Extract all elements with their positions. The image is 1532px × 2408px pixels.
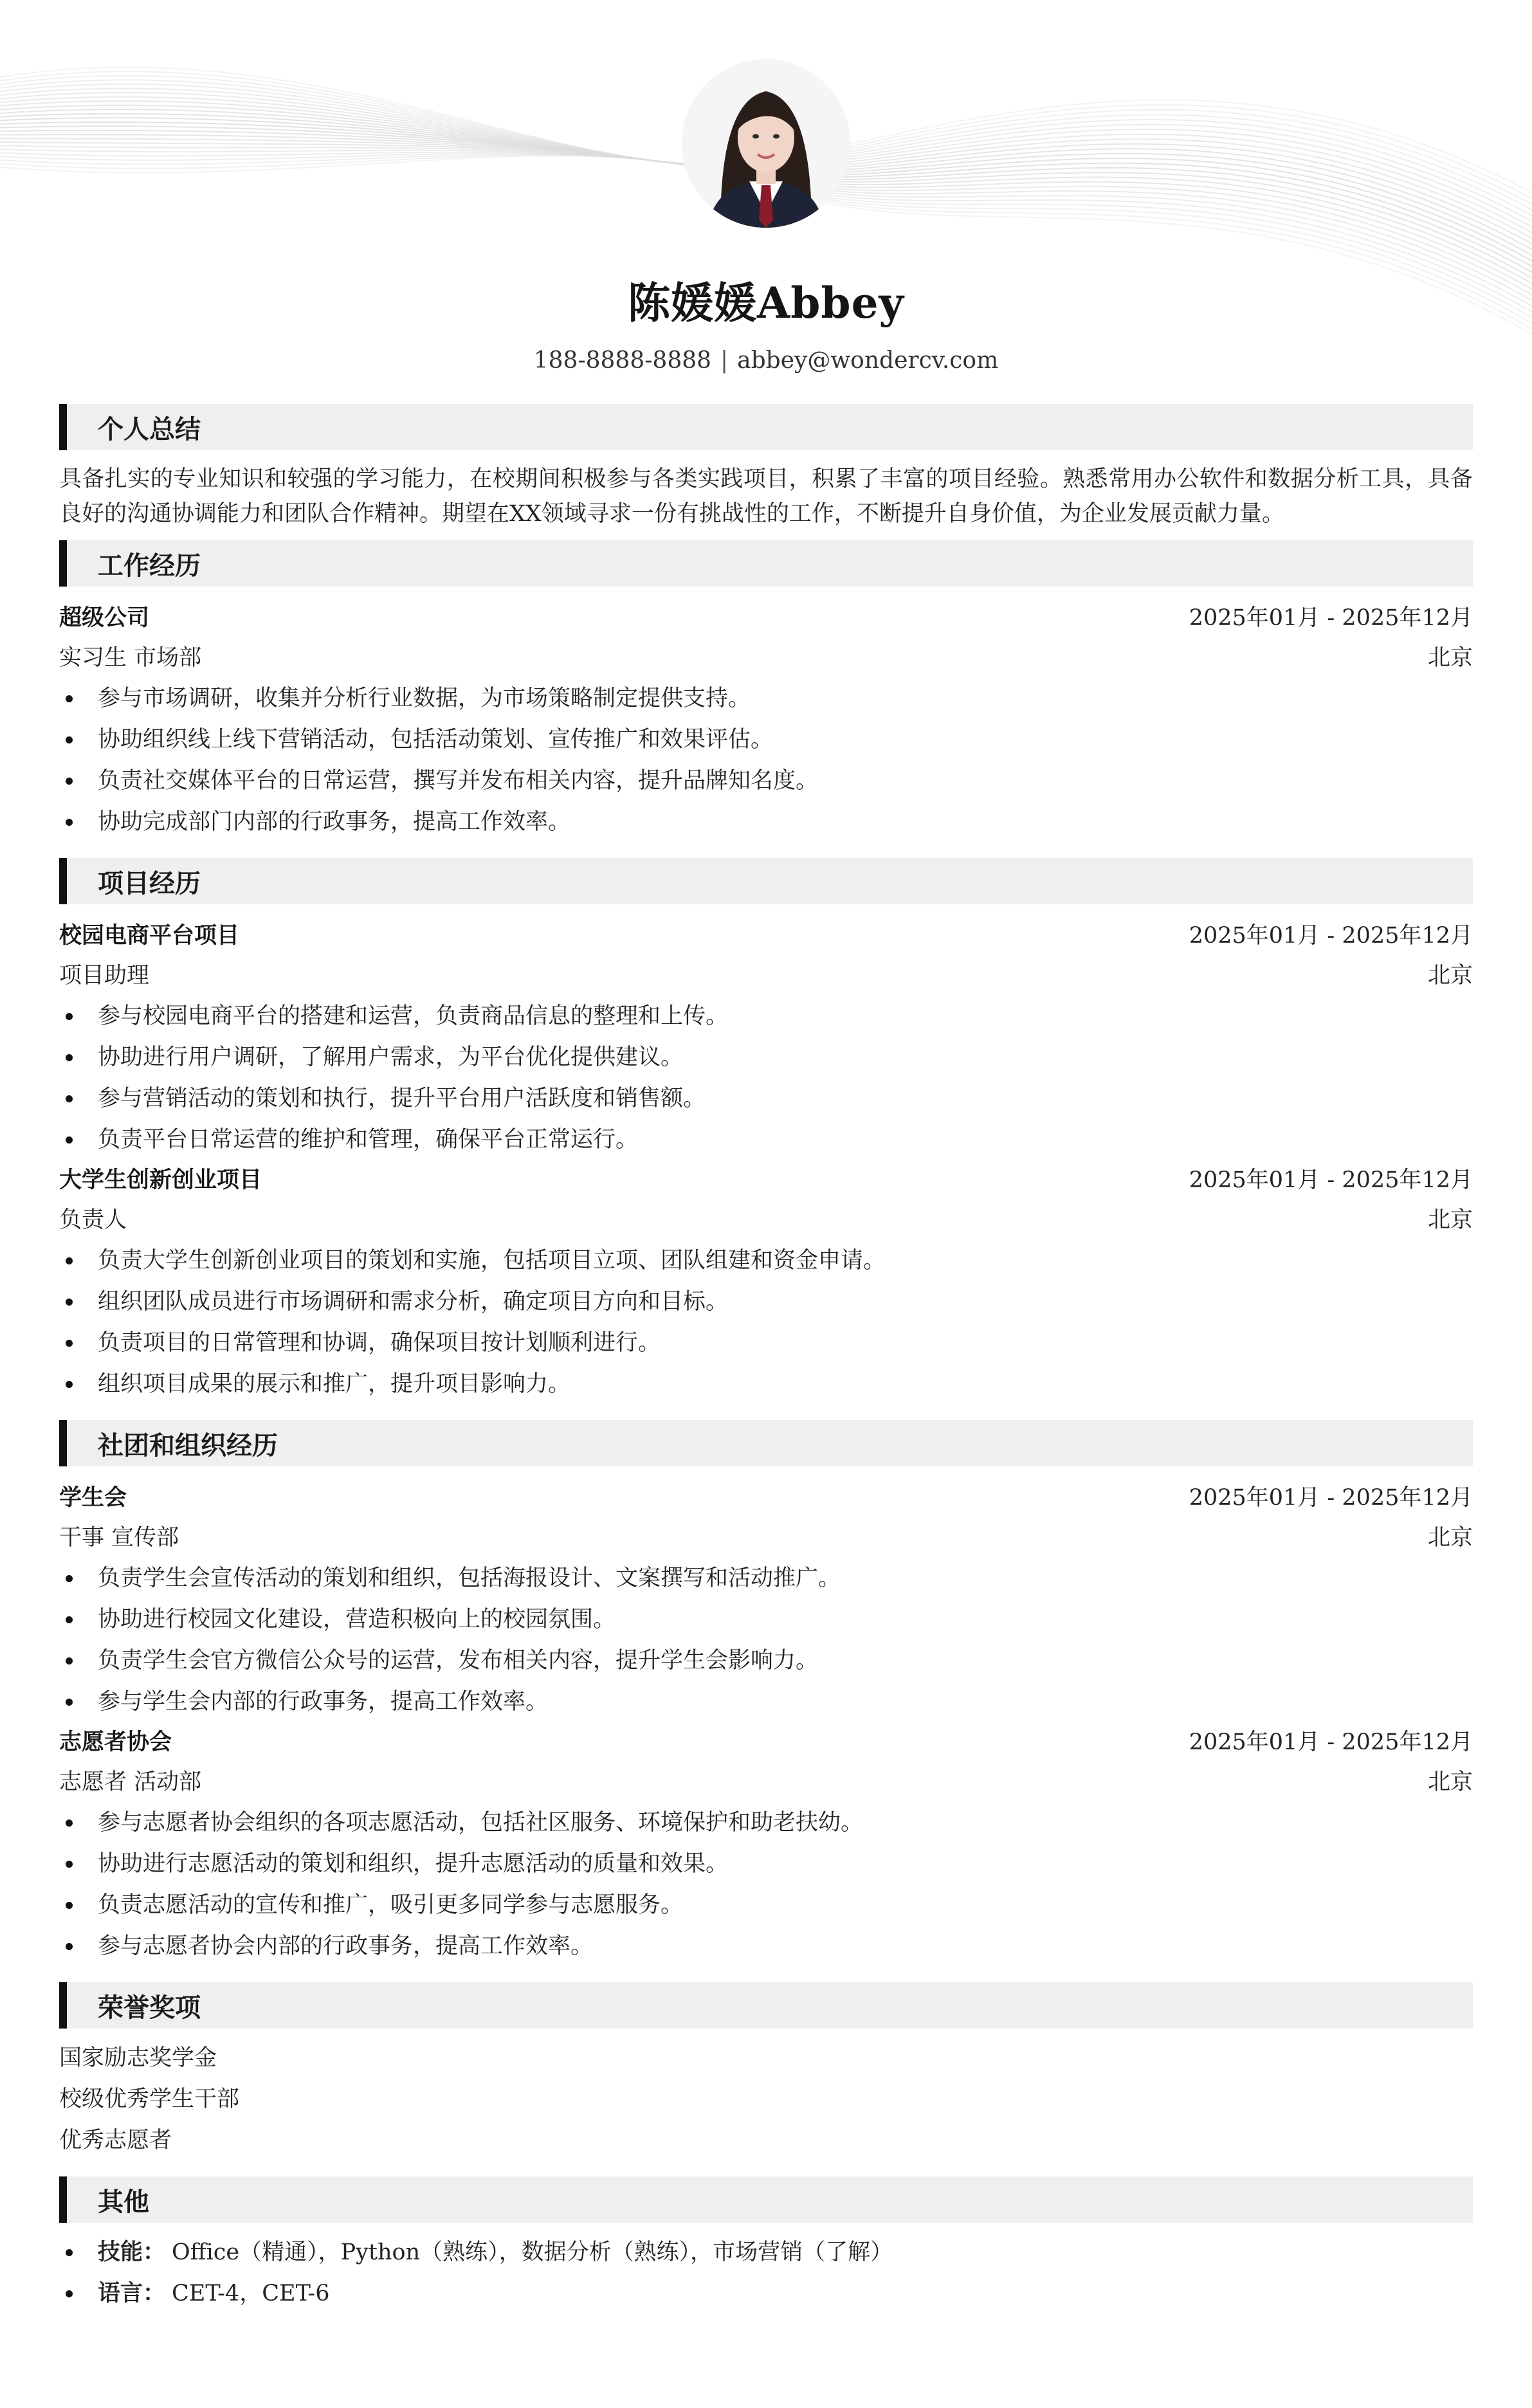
entry-header	[59, 1160, 1473, 1200]
bullet-item: 负责大学生创新创业项目的策划和实施，包括项目立项、团队组建和资金申请。	[59, 1240, 1473, 1281]
contact-line	[0, 347, 1532, 374]
club-entry	[59, 1722, 1473, 1967]
section-marker	[59, 1982, 67, 2029]
entry-bullets	[59, 678, 1473, 843]
project-entry	[59, 916, 1473, 1160]
section-header-summary	[59, 404, 1473, 450]
entry-location: 北京	[1427, 1769, 1473, 1795]
entry-location: 北京	[1427, 1207, 1473, 1233]
item-key: 技能：	[98, 2239, 166, 2265]
bullet-item: 参与志愿者协会内部的行政事务，提高工作效率。	[59, 1926, 1473, 1967]
item-value: CET-4，CET-6	[172, 2281, 330, 2306]
entry-header	[59, 916, 1473, 956]
bullet-item: 负责学生会宣传活动的策划和组织，包括海报设计、文案撰写和活动推广。	[59, 1558, 1473, 1599]
bullet-item: 协助进行用户调研，了解用户需求，为平台优化提供建议。	[59, 1037, 1473, 1078]
club-entry	[59, 1478, 1473, 1722]
entry-subheader	[59, 1200, 1473, 1240]
entry-organization: 志愿者协会	[59, 1729, 172, 1755]
bullet-item: 参与学生会内部的行政事务，提高工作效率。	[59, 1681, 1473, 1722]
section-title: 其他	[98, 2186, 149, 2217]
bullet-item: 负责志愿活动的宣传和推广，吸引更多同学参与志愿服务。	[59, 1884, 1473, 1926]
bullet-item: 负责社交媒体平台的日常运营，撰写并发布相关内容，提升品牌知名度。	[59, 760, 1473, 801]
contact-separator: |	[720, 347, 729, 374]
entry-bullets	[59, 996, 1473, 1160]
summary-text: 具备扎实的专业知识和较强的学习能力，在校期间积极参与各类实践项目，积累了丰富的项目经验。熟悉常用办公软件和数据分析工具，具备良好的沟通协调能力和团队合作精神。期望在XX领域寻求一份有挑战性的工作，不断提升自身价值，为企业发展贡献力量。	[59, 466, 1473, 527]
bullet-item: 参与营销活动的策划和执行，提升平台用户活跃度和销售额。	[59, 1078, 1473, 1119]
entry-bullets	[59, 1240, 1473, 1405]
section-title: 个人总结	[98, 414, 201, 444]
honors-list	[59, 2038, 1473, 2161]
honor-item: 国家励志奖学金	[59, 2045, 217, 2071]
entry-header	[59, 1478, 1473, 1518]
section-title: 项目经历	[98, 868, 201, 898]
section-marker	[59, 2176, 67, 2223]
entry-role: 干事 宣传部	[59, 1525, 179, 1551]
bullet-item: 协助进行校园文化建设，营造积极向上的校园氛围。	[59, 1599, 1473, 1640]
entry-subheader	[59, 1762, 1473, 1802]
section-header-honors	[59, 1982, 1473, 2029]
entry-organization: 校园电商平台项目	[59, 922, 240, 949]
entry-header	[59, 1722, 1473, 1762]
bullet-item: 协助完成部门内部的行政事务，提高工作效率。	[59, 801, 1473, 843]
work-entry	[59, 598, 1473, 843]
entry-date: 2025年01月 - 2025年12月	[1189, 1485, 1473, 1511]
bullet-item: 协助进行志愿活动的策划和组织，提升志愿活动的质量和效果。	[59, 1843, 1473, 1884]
entry-organization: 学生会	[59, 1484, 127, 1511]
entry-location: 北京	[1427, 645, 1473, 671]
section-marker	[59, 404, 67, 450]
entry-role: 项目助理	[59, 963, 150, 989]
entry-subheader	[59, 956, 1473, 996]
item-value: Office（精通），Python（熟练），数据分析（熟练），市场营销（了解）	[172, 2239, 893, 2265]
section-header-clubs	[59, 1420, 1473, 1466]
section-title: 荣誉奖项	[98, 1992, 201, 2023]
entry-location: 北京	[1427, 963, 1473, 989]
email-address: abbey@wondercv.com	[737, 347, 999, 374]
languages-item	[59, 2273, 1473, 2314]
entry-organization: 大学生创新创业项目	[59, 1167, 262, 1193]
skills-item	[59, 2232, 1473, 2273]
bullet-item: 负责学生会官方微信公众号的运营，发布相关内容，提升学生会影响力。	[59, 1640, 1473, 1681]
entry-date: 2025年01月 - 2025年12月	[1189, 1729, 1473, 1755]
profile-photo	[682, 59, 850, 228]
entry-subheader	[59, 1518, 1473, 1558]
project-entry	[59, 1160, 1473, 1405]
section-marker	[59, 858, 67, 904]
bullet-item: 参与市场调研，收集并分析行业数据，为市场策略制定提供支持。	[59, 678, 1473, 719]
honor-item: 校级优秀学生干部	[59, 2086, 240, 2112]
section-header-other	[59, 2176, 1473, 2223]
section-title: 社团和组织经历	[98, 1430, 278, 1461]
bullet-item: 协助组织线上线下营销活动，包括活动策划、宣传推广和效果评估。	[59, 719, 1473, 760]
bullet-item: 参与志愿者协会组织的各项志愿活动，包括社区服务、环境保护和助老扶幼。	[59, 1802, 1473, 1843]
bullet-item: 参与校园电商平台的搭建和运营，负责商品信息的整理和上传。	[59, 996, 1473, 1037]
entry-date: 2025年01月 - 2025年12月	[1189, 923, 1473, 949]
phone-number: 188-8888-8888	[533, 347, 712, 374]
section-marker	[59, 1420, 67, 1466]
candidate-name: 陈媛媛Abbey	[628, 278, 904, 328]
bullet-item: 负责项目的日常管理和协调，确保项目按计划顺利进行。	[59, 1322, 1473, 1364]
entry-header	[59, 598, 1473, 638]
bullet-item: 负责平台日常运营的维护和管理，确保平台正常运行。	[59, 1119, 1473, 1160]
bullet-item: 组织项目成果的展示和推广，提升项目影响力。	[59, 1364, 1473, 1405]
honor-item: 优秀志愿者	[59, 2128, 172, 2153]
section-header-projects	[59, 858, 1473, 904]
entry-subheader	[59, 638, 1473, 678]
item-key: 语言：	[98, 2280, 166, 2306]
entry-date: 2025年01月 - 2025年12月	[1189, 605, 1473, 631]
other-list	[59, 2232, 1473, 2314]
entry-date: 2025年01月 - 2025年12月	[1189, 1167, 1473, 1193]
entry-bullets	[59, 1558, 1473, 1722]
resume-body	[59, 404, 1473, 2314]
section-title: 工作经历	[98, 550, 201, 581]
section-header-work	[59, 540, 1473, 587]
entry-bullets	[59, 1802, 1473, 1967]
entry-role: 志愿者 活动部	[59, 1769, 202, 1795]
entry-organization: 超级公司	[59, 605, 150, 631]
entry-location: 北京	[1427, 1525, 1473, 1551]
entry-role: 实习生 市场部	[59, 645, 202, 671]
section-marker	[59, 540, 67, 587]
bullet-item: 组织团队成员进行市场调研和需求分析，确定项目方向和目标。	[59, 1281, 1473, 1322]
entry-role: 负责人	[59, 1207, 127, 1233]
